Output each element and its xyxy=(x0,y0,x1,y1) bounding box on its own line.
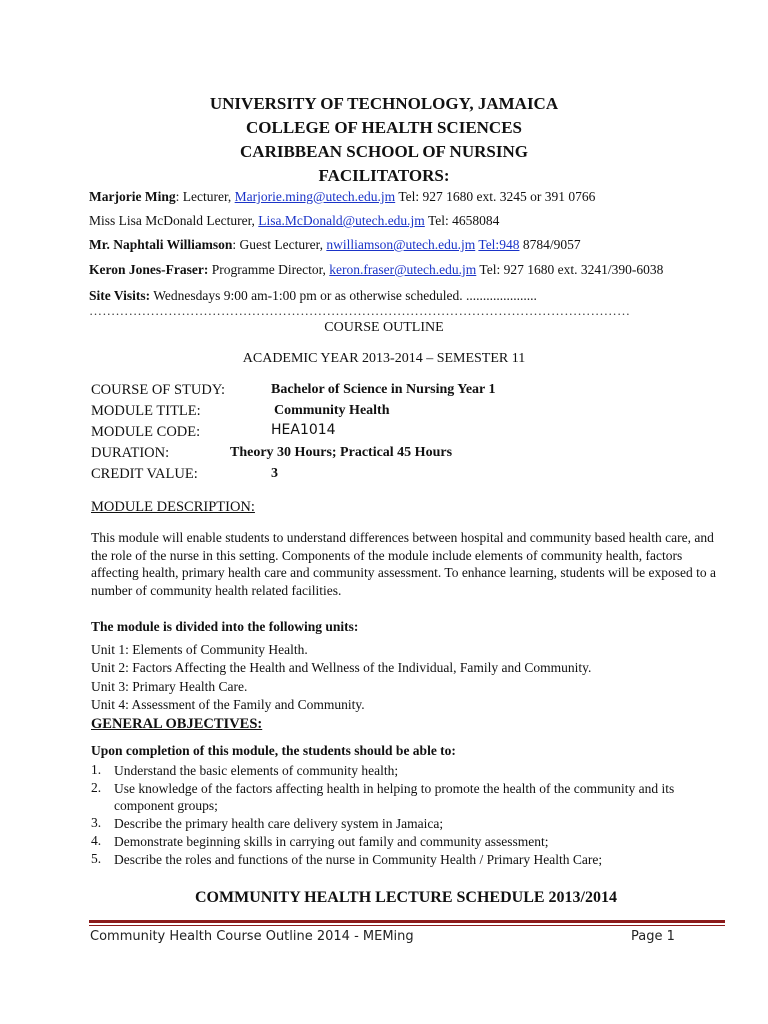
objective-text: Describe the primary health care delivery system in Jamaica; xyxy=(114,816,444,831)
objective-text: Use knowledge of the factors affecting health in helping to promote the health of the community and its component groups; xyxy=(114,781,675,813)
academic-year: ACADEMIC YEAR 2013-2014 – SEMESTER 11 xyxy=(242,351,526,366)
facilitator-name: Marjorie Ming xyxy=(89,189,176,204)
info-label: COURSE OF STUDY: xyxy=(91,382,226,398)
site-visits-label: Site Visits: xyxy=(89,288,151,303)
unit-item: Unit 3: Primary Health Care. xyxy=(91,679,248,694)
objective-number: 3. xyxy=(91,815,102,830)
objective-number: 1. xyxy=(91,762,102,777)
footer-rule-thick xyxy=(89,920,725,923)
objective-number: 4. xyxy=(91,833,102,848)
tel-link[interactable]: Tel:948 xyxy=(478,237,520,252)
site-visits-text: Wednesdays 9:00 am-1:00 pm or as otherwise scheduled. ..................... xyxy=(150,288,537,303)
info-label: CREDIT VALUE: xyxy=(91,466,198,482)
header-facilitators: FACILITATORS: xyxy=(318,166,450,185)
info-label: DURATION: xyxy=(91,445,170,461)
info-label: MODULE TITLE: xyxy=(91,403,201,419)
facilitator-line: Keron Jones-Fraser: Programme Director, keron.fraser@utech.edu.jm Tel: 927 1680 ext. 3241/390-6038 xyxy=(89,262,664,277)
units-intro: The module is divided into the following units: xyxy=(91,619,359,634)
info-label: MODULE CODE: xyxy=(91,424,201,440)
unit-item: Unit 2: Factors Affecting the Health and Wellness of the Individual, Family and Community. xyxy=(91,660,592,675)
course-outline-title: COURSE OUTLINE xyxy=(324,320,444,335)
facilitator-name: Mr. Naphtali Williamson xyxy=(89,237,233,252)
email-link[interactable]: nwilliamson@utech.edu.jm xyxy=(326,237,476,252)
unit-item: Unit 4: Assessment of the Family and Community. xyxy=(91,697,365,712)
objective-text: Demonstrate beginning skills in carrying out family and community assessment; xyxy=(114,834,549,849)
objectives-heading: GENERAL OBJECTIVES: xyxy=(91,716,263,732)
objective-number: 2. xyxy=(91,780,102,795)
facilitator-line: Miss Lisa McDonald Lecturer, Lisa.McDonald@utech.edu.jm Tel: 4658084 xyxy=(89,213,500,228)
footer-rule-thin xyxy=(89,925,725,926)
info-value: Bachelor of Science in Nursing Year 1 xyxy=(271,382,496,397)
site-visits-line xyxy=(89,288,537,304)
dotted-separator: …………………………………………………………………………………………………………… xyxy=(89,303,631,318)
info-value: 3 xyxy=(271,466,278,481)
info-value: HEA1014 xyxy=(271,422,336,438)
info-value: Theory 30 Hours; Practical 45 Hours xyxy=(230,445,453,460)
objective-text: Describe the roles and functions of the nurse in Community Health / Primary Health Care; xyxy=(114,852,603,867)
header-university: UNIVERSITY OF TECHNOLOGY, JAMAICA xyxy=(209,94,559,113)
schedule-title: COMMUNITY HEALTH LECTURE SCHEDULE 2013/2014 xyxy=(195,889,617,906)
footer-title: Community Health Course Outline 2014 - MEMing xyxy=(90,929,414,944)
module-description-heading: MODULE DESCRIPTION: xyxy=(91,499,255,515)
objective-text: Understand the basic elements of community health; xyxy=(114,763,399,778)
objective-number: 5. xyxy=(91,851,102,866)
facilitator-line: Marjorie Ming: Lecturer, Marjorie.ming@utech.edu.jm Tel: 927 1680 ext. 3245 or 391 0766 xyxy=(89,189,596,204)
email-link[interactable]: Marjorie.ming@utech.edu.jm xyxy=(234,189,396,204)
header-school: CARIBBEAN SCHOOL OF NURSING xyxy=(240,142,528,161)
unit-item: Unit 1: Elements of Community Health. xyxy=(91,642,308,657)
email-link[interactable]: Lisa.McDonald@utech.edu.jm xyxy=(258,213,425,228)
page-number: Page 1 xyxy=(631,929,675,944)
facilitator-name: Miss Lisa McDonald Lecturer, xyxy=(89,213,259,228)
facilitator-line: Mr. Naphtali Williamson: Guest Lecturer, nwilliamson@utech.edu.jm Tel:948 8784/9057 xyxy=(89,237,581,252)
info-value: Community Health xyxy=(274,403,390,418)
email-link[interactable]: keron.fraser@utech.edu.jm xyxy=(329,262,477,277)
header-college: COLLEGE OF HEALTH SCIENCES xyxy=(245,118,523,137)
module-description-text: This module will enable students to understand differences between hospital and community based health care, and the role of the nurse in this setting. Components of the module include elements of community health, factors affecting health, primary health care and community assessment. To enhance learning, students will be exposed to a number of community health related facilities. xyxy=(91,530,716,598)
facilitator-name: Keron Jones-Fraser: xyxy=(89,262,209,277)
objectives-intro: Upon completion of this module, the students should be able to: xyxy=(91,743,456,758)
